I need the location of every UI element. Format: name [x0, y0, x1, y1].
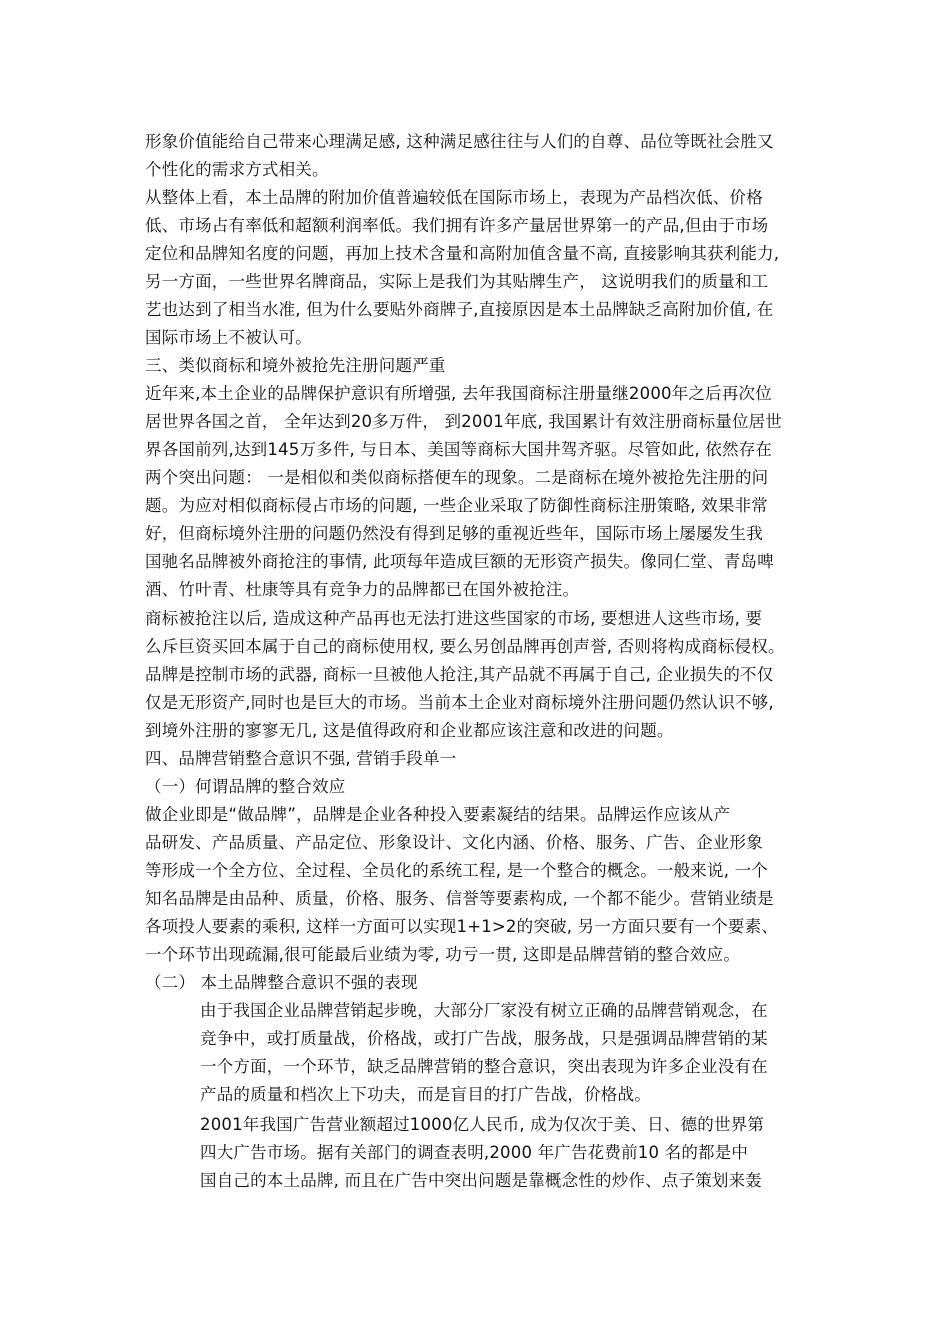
text-line: 竞争中，或打质量战，价格战，或打广告战，服务战，只是强调品牌营销的某 [200, 1029, 768, 1048]
text-line: 四大广告市场。据有关部门的调查表明,2000 年广告花费前10 名的都是中 [200, 1143, 749, 1162]
text-line: 各项投人要素的乘积, 这样一方面可以实现1+1>2的突破, 另一方面只要有一个要素、 [145, 917, 779, 936]
text-line: 低、市场占有率低和超额利润率低。我们拥有许多产量居世界第一的产品,但由于市场 [145, 216, 769, 235]
subsection-heading: （一）何谓品牌的整合效应 [145, 777, 346, 796]
section-heading: 三、类似商标和境外被抢先注册问题严重 [145, 356, 446, 375]
text-line: 国际市场上不被认可。 [145, 328, 312, 347]
text-line: 界各国前列,达到145万多件, 与日本、美国等商标大国井驾齐驱。尽管如此, 依然存在 [145, 440, 773, 459]
text-line: 居世界各国之首， 全年达到20多万件， 到2001年底, 我国累计有效注册商标量位居世 [145, 412, 783, 431]
text-line: 形象价值能给自己带来心理满足感, 这种满足感往往与人们的自尊、品位等既社会胜又 [145, 132, 774, 151]
text-line: 到境外注册的寥寥无几, 这是值得政府和企业都应该注意和改进的问题。 [145, 721, 674, 740]
section-heading: 四、品牌营销整合意识不强, 营销手段单一 [145, 749, 457, 768]
text-line: 酒、竹叶青、杜康等具有竞争力的品牌都已在国外被抢注。 [145, 580, 580, 599]
text-line: 品牌是控制市场的武器, 商标一旦被他人抢注,其产品就不再属于自己, 企业损失的不仅 [145, 665, 774, 684]
text-line: 个性化的需求方式相关。 [145, 160, 329, 179]
text-line: 品研发、产品质量、产品定位、形象设计、文化内涵、价格、服务、广告、企业形象 [145, 833, 763, 852]
text-line: 等形成一个全方位、全过程、全员化的系统工程, 是一个整合的概念。一般来说, 一个 [145, 861, 768, 880]
text-line: 做企业即是“做品牌”，品牌是企业各种投入要素凝结的结果。品牌运作应该从产 [145, 805, 731, 824]
text-line: 从整体上看，本土品牌的附加价值普遍较低在国际市场上，表现为产品档次低、价格 [145, 188, 763, 207]
text-line: 近年来,本土企业的品牌保护意识有所增强, 去年我国商标注册量继2000年之后再次位 [145, 384, 772, 403]
text-line: 产品的质量和档次上下功夫，而是盲目的打广告战，价格战。 [200, 1085, 651, 1104]
subsection-heading: （二） 本土品牌整合意识不强的表现 [145, 973, 418, 992]
text-line: 仅是无形资产,同时也是巨大的市场。当前本土企业对商标境外注册问题仍然认识不够, [145, 693, 774, 712]
text-line: 一个环节出现疏漏,很可能最后业绩为零, 功亏一贯, 这即是品牌营销的整合效应。 [145, 945, 741, 964]
text-line: 一个方面，一个环节，缺乏品牌营销的整合意识，突出表现为许多企业没有在 [200, 1057, 768, 1076]
text-line: 另一方面，一些世界名牌商品，实际上是我们为其贴牌生产， 这说明我们的质量和工 [145, 272, 769, 291]
text-line: 么斥巨资买回本属于自己的商标使用权, 要么另创品牌再创声誉, 否则将构成商标侵权。 [145, 637, 785, 656]
text-line: 定位和品牌知名度的问题，再加上技术含量和高附加值含量不高, 直接影响其获利能力, [145, 244, 780, 263]
text-line: 艺也达到了相当水准, 但为什么要贴外商牌子,直接原因是本土品牌缺乏高附加价值, 在 [145, 300, 774, 319]
text-line: 两个突出问题： 一是相似和类似商标搭便车的现象。二是商标在境外被抢先注册的问 [145, 468, 769, 487]
text-line: 国自己的本土品牌, 而且在广告中突出问题是靠概念性的炒作、点子策划来轰 [200, 1171, 762, 1190]
text-line: 知名品牌是由品种、质量，价格、服务、信誉等要素构成, 一个都不能少。营销业绩是 [145, 889, 774, 908]
text-line: 好，但商标境外注册的问题仍然没有得到足够的重视近些年，国际市场上屡屡发生我 [145, 524, 763, 543]
text-line: 题。为应对相似商标侵占市场的问题, 一些企业采取了防御性商标注册策略, 效果非常 [145, 496, 768, 515]
text-line: 由于我国企业品牌营销起步晚，大部分厂家没有树立正确的品牌营销观念，在 [200, 1001, 768, 1020]
text-line: 2001年我国广告营业额超过1000亿人民币, 成为仅次于美、日、德的世界第 [200, 1115, 765, 1134]
text-line: 国驰名品牌被外商抢注的事情, 此项每年造成巨额的无形资产损失。像同仁堂、青岛啤 [145, 552, 774, 571]
text-line: 商标被抢注以后, 造成这种产品再也无法打进这些国家的市场, 要想进人这些市场, 要 [145, 609, 763, 628]
